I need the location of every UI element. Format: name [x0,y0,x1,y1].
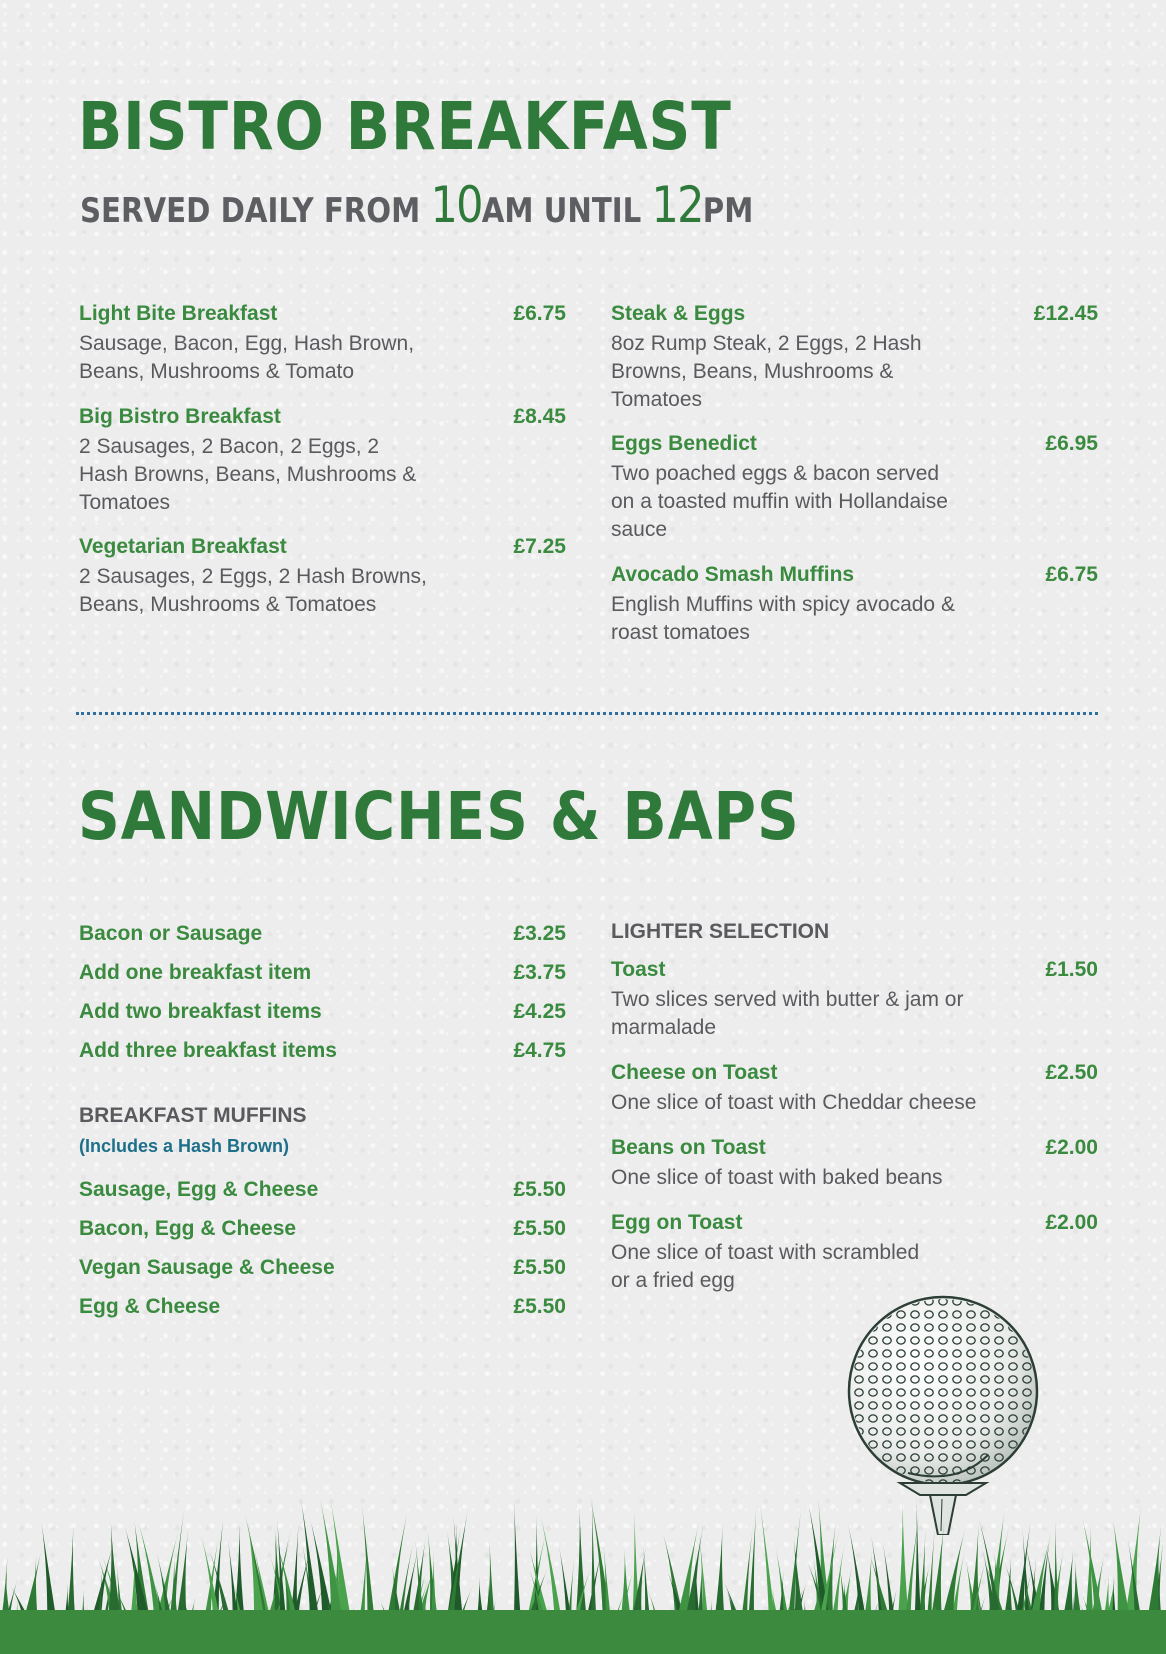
sandwiches-baps-title: SANDWICHES & BAPS [78,778,800,855]
desc-line: roast tomatoes [611,621,750,644]
menu-item [79,1039,566,1063]
menu-item [79,535,566,619]
item-name: Add three breakfast items [79,1039,337,1062]
desc-line: 2 Sausages, 2 Bacon, 2 Eggs, 2 [79,435,380,458]
item-name: Sausage, Egg & Cheese [79,1178,319,1201]
desc-line: Beans, Mushrooms & Tomatoes [79,593,377,616]
until-word: UNTIL [543,191,642,231]
item-description [611,591,1098,647]
menu-item [79,1256,566,1280]
item-name: Cheese on Toast [611,1061,778,1084]
item-name: Big Bistro Breakfast [79,405,281,428]
item-price: £3.75 [513,961,566,984]
section-divider [76,712,1098,715]
start-hour: 10 [430,176,482,234]
item-price: £5.50 [513,1178,566,1201]
item-price: £12.45 [1033,302,1098,325]
desc-line: One slice of toast with scrambled [611,1241,920,1264]
served-prefix: SERVED DAILY FROM [80,191,421,231]
served-hours [80,176,753,234]
desc-line: English Muffins with spicy avocado & [611,593,955,616]
item-price: £6.95 [1045,432,1098,455]
item-name: Steak & Eggs [611,302,746,325]
item-price: £2.00 [1045,1211,1098,1234]
item-name: Avocado Smash Muffins [611,563,855,586]
item-name: Egg on Toast [611,1211,743,1234]
item-price: £1.50 [1045,958,1098,981]
item-description [79,433,566,517]
item-description [611,1239,1098,1295]
desc-line: sauce [611,518,668,541]
desc-line: Tomatoes [79,491,171,514]
item-description [611,1089,1098,1117]
breakfast-muffins-heading: BREAKFAST MUFFINS [79,1104,307,1127]
desc-line: or a fried egg [611,1269,735,1292]
menu-item [79,405,566,517]
item-price: £6.75 [513,302,566,325]
item-name: Light Bite Breakfast [79,302,278,325]
menu-item [611,1211,1098,1295]
menu-item [611,432,1098,544]
lighter-selection-heading: LIGHTER SELECTION [611,920,830,943]
start-unit: AM [481,191,534,231]
desc-line: Two slices served with butter & jam or [611,988,964,1011]
menu-item [611,563,1098,647]
desc-line: Beans, Mushrooms & Tomato [79,360,355,383]
item-description [79,563,566,619]
item-price: £2.50 [1045,1061,1098,1084]
menu-item [79,1295,566,1319]
item-price: £2.00 [1045,1136,1098,1159]
desc-line: Tomatoes [611,388,703,411]
muffins-note: (Includes a Hash Brown) [79,1136,290,1156]
item-name: Beans on Toast [611,1136,766,1159]
desc-line: 8oz Rump Steak, 2 Eggs, 2 Hash [611,332,922,355]
item-name: Vegan Sausage & Cheese [79,1256,335,1279]
item-name: Bacon or Sausage [79,922,263,945]
menu-item [79,922,566,946]
item-price: £8.45 [513,405,566,428]
menu-item [79,961,566,985]
bistro-breakfast-title: BISTRO BREAKFAST [78,88,732,165]
item-name: Eggs Benedict [611,432,757,455]
item-name: Toast [611,958,666,981]
grass-border-icon [0,1490,1166,1654]
item-price: £5.50 [513,1295,566,1318]
item-price: £4.75 [513,1039,566,1062]
item-price: £4.25 [513,1000,566,1023]
item-price: £7.25 [513,535,566,558]
item-name: Add two breakfast items [79,1000,322,1023]
desc-line: Two poached eggs & bacon served [611,462,940,485]
desc-line: on a toasted muffin with Hollandaise [611,490,948,513]
menu-item [611,302,1098,414]
item-description [611,330,1098,414]
item-price: £5.50 [513,1256,566,1279]
item-name: Bacon, Egg & Cheese [79,1217,297,1240]
desc-line: Browns, Beans, Mushrooms & [611,360,894,383]
item-description [611,986,1098,1042]
item-price: £5.50 [513,1217,566,1240]
desc-line: One slice of toast with baked beans [611,1166,943,1189]
item-name: Vegetarian Breakfast [79,535,287,558]
menu-item [611,1136,1098,1192]
desc-line: Sausage, Bacon, Egg, Hash Brown, [79,332,415,355]
menu-item [79,302,566,386]
menu-item [611,1061,1098,1117]
item-price: £6.75 [1045,563,1098,586]
desc-line: Hash Browns, Beans, Mushrooms & [79,463,417,486]
menu-item [79,1217,566,1241]
menu-item [79,1000,566,1024]
desc-line: marmalade [611,1016,717,1039]
desc-line: 2 Sausages, 2 Eggs, 2 Hash Browns, [79,565,427,588]
end-hour: 12 [651,176,703,234]
item-description [79,330,566,386]
menu-item [79,1178,566,1202]
item-description [611,460,1098,544]
item-name: Add one breakfast item [79,961,312,984]
item-description [611,1164,1098,1192]
desc-line: One slice of toast with Cheddar cheese [611,1091,977,1114]
item-name: Egg & Cheese [79,1295,221,1318]
menu-item [611,958,1098,1042]
item-price: £3.25 [513,922,566,945]
end-unit: PM [702,191,754,231]
